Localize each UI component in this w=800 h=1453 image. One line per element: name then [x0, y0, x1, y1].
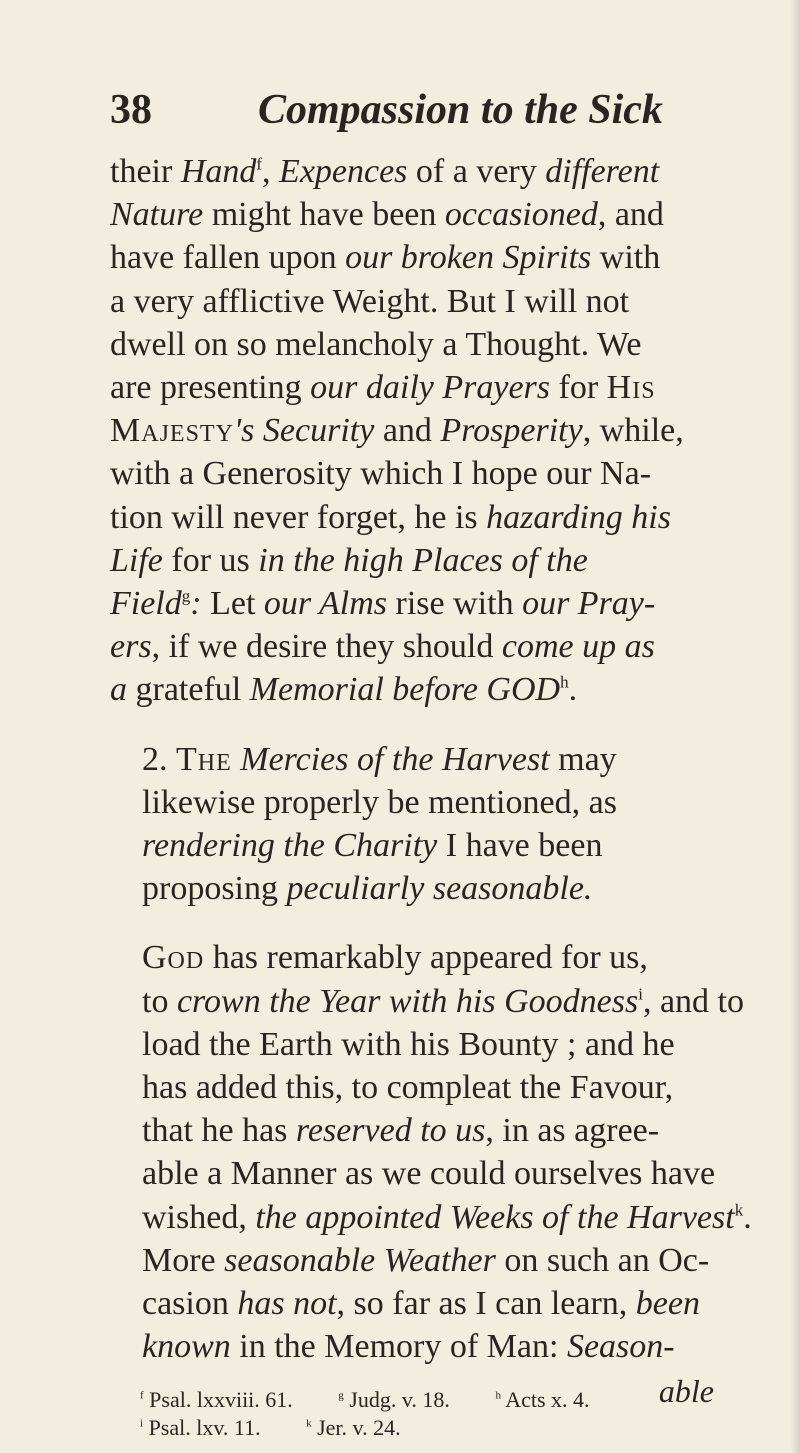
footnote-line — [140, 1414, 720, 1442]
running-title: Compassion to the Sick — [258, 87, 663, 133]
paragraph-2 — [110, 738, 730, 911]
footnote-ref: g — [181, 586, 191, 606]
text-line: a very afflictive Weight. But I will not — [110, 282, 630, 320]
body-text — [110, 150, 752, 1410]
text-line: with a Generosity which I hope our Na- — [110, 455, 652, 493]
text-line: that he has reserved to us, in as agree- — [142, 1112, 660, 1150]
footnote-h: $^h$ Acts x. 4. — [495, 1387, 590, 1412]
text-line: ers, if we desire they should come up as — [110, 628, 655, 666]
text-line: wished, the appointed Weeks of the Harvest$^k$. — [142, 1198, 752, 1236]
text-line: likewise properly be mentioned, as — [142, 783, 617, 821]
text-line: Majesty's Security and Prosperity, while, — [110, 412, 684, 450]
text-line: their Hand$^f$, Expences of a very different — [110, 153, 660, 190]
footnote-line — [140, 1386, 720, 1414]
text-line: casion has not, so far as I can learn, been — [142, 1285, 700, 1323]
footnote-ref: k — [734, 1200, 744, 1220]
text-line: has added this, to compleat the Favour, — [142, 1069, 674, 1107]
text-line: God has remarkably appeared for us, — [142, 939, 648, 977]
text-line: load the Earth with his Bounty ; and he — [142, 1025, 675, 1063]
footnote-ref: i — [638, 984, 643, 1004]
page-edge-shadow — [790, 0, 800, 1453]
text-line: proposing peculiarly seasonable. — [142, 870, 593, 908]
footnote-ref: f — [256, 154, 263, 174]
page-header — [110, 86, 730, 136]
text-line: tion will never forget, he is hazarding his — [110, 498, 671, 536]
catchword: able — [658, 1373, 714, 1410]
footnote-i: $^i$ Psal. lxv. 11. — [140, 1415, 261, 1440]
footnote-k: $^k$ Jer. v. 24. — [306, 1415, 401, 1440]
text-line: Life for us in the high Places of the — [110, 541, 588, 579]
text-line: dwell on so melancholy a Thought. We — [110, 325, 642, 363]
footnote-f: $^f$ Psal. lxxviii. 61. — [140, 1387, 293, 1412]
text-line: are presenting our daily Prayers for His — [110, 369, 656, 407]
text-line: a grateful Memorial before GOD$^h$. — [110, 671, 578, 709]
text-line: More seasonable Weather on such an Oc- — [142, 1241, 710, 1279]
text-line: 2. The Mercies of the Harvest may — [142, 740, 617, 778]
paragraph-1 — [110, 150, 730, 712]
page-number: 38 — [110, 87, 152, 133]
text-line: rendering the Charity I have been — [142, 827, 603, 865]
text-line: Field$^g$: Let our Alms rise with our Pray- — [110, 585, 656, 623]
paragraph-3 — [110, 936, 752, 1368]
footnote-ref: h — [560, 673, 569, 693]
footnote-g: $^g$ Judg. v. 18. — [338, 1387, 450, 1412]
footnotes — [140, 1386, 720, 1442]
text-line: to crown the Year with his Goodness$^i$, and to — [142, 982, 744, 1020]
text-line: have fallen upon our broken Spirits with — [110, 239, 661, 277]
text-line: known in the Memory of Man: Season- — [142, 1328, 675, 1366]
text-line: Nature might have been occasioned, and — [110, 196, 664, 234]
text-line: able a Manner as we could ourselves have — [142, 1155, 716, 1193]
